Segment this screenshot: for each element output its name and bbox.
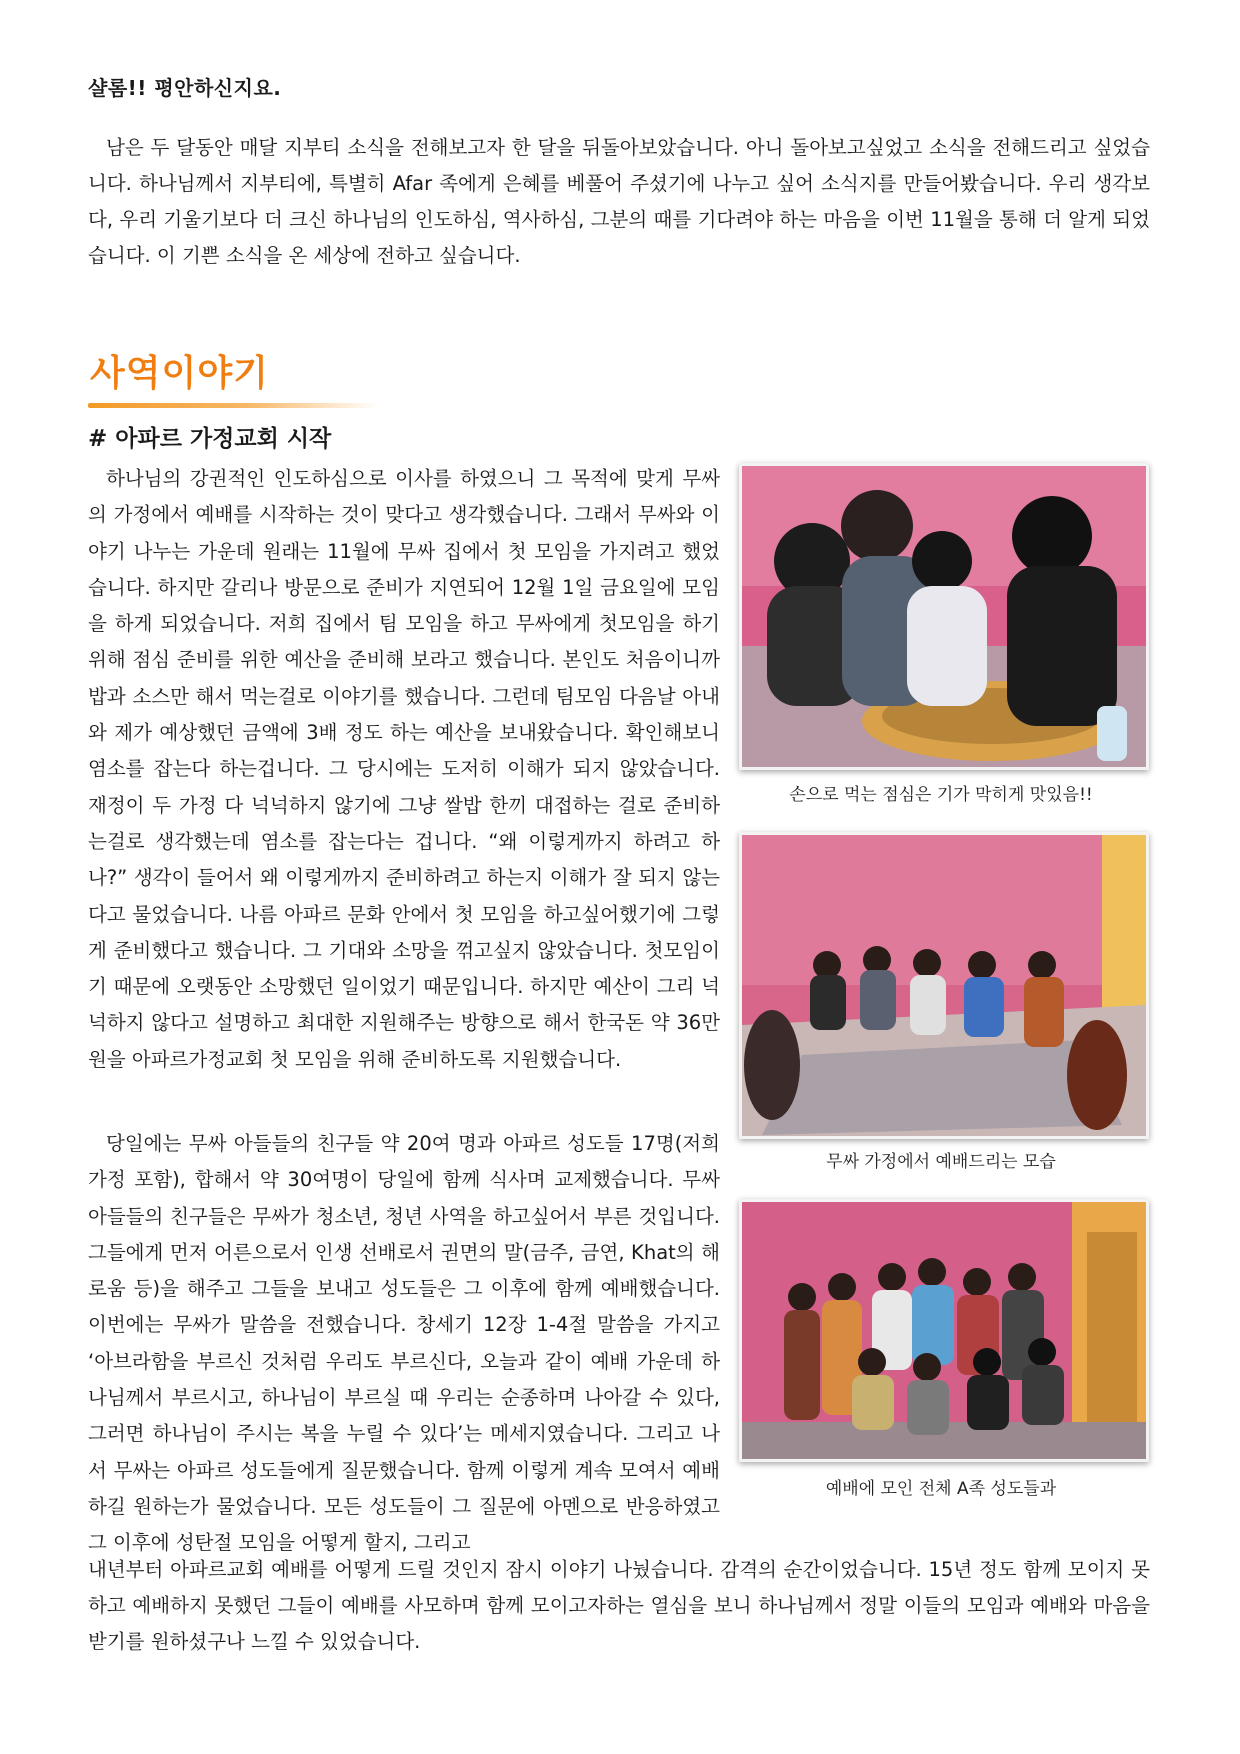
subheading: # 아파르 가정교회 시작 — [88, 426, 332, 452]
photo-group-image — [742, 1202, 1146, 1459]
section-title: 사역이야기 — [90, 353, 269, 394]
section-underline — [88, 403, 378, 408]
story-paragraph-1: 하나님의 강권적인 인도하심으로 이사를 하였으니 그 목적에 맞게 무싸의 가정에서 예배를 시작하는 것이 맞다고 생각했습니다. 그래서 무싸와 이야기 나누는 가운데 원래는 11월에 무싸 집에서 첫 모임을 가지려고 했었습니다. 하지만 갈리나 방문으로 준비가 지연되어 12월 1일 금요일에 모임을 하게 되었습니다. 저희 집에서 팀 모임을 하고 무싸에게 첫모임을 하기 위해 점심 준비를 위한 예산을 준비해 보라고 했습니다. 본인도 처음이니까 밥과 소스만 해서 먹는걸로 이야기를 했습니다. 그런데 팀모임 다음날 아내와 제가 예상했던 금액에 3배 정도 하는 예산을 보내왔습니다. 확인해보니 염소를 잡는다 하는겁니다. 그 당시에는 도저히 이해가 되지 않았습니다. 재정이 두 가정 다 넉넉하지 않기에 그냥 쌀밥 한끼 대접하는 걸로 준비하는걸로 생각했는데 염소를 잡는다는 겁니다. “왜 이렇게까지 하려고 하나?” 생각이 들어서 왜 이렇게까지 준비하려고 하는지 이해가 잘 되지 않는다고 물었습니다. 나름 아파르 문화 안에서 첫 모임을 하고싶어했기에 그렇게 준비했다고 했습니다. 그 기대와 소망을 꺾고싶지 않았습니다. 첫모임이기 때문에 오랫동안 소망했던 일이었기 때문입니다. 하지만 예산이 그리 넉넉하지 않다고 설명하고 최대한 지원해주는 방향으로 해서 한국돈 약 36만원을 아파르가정교회 첫 모임을 위해 준비하도록 지원했습니다. — [88, 467, 720, 1071]
greeting: 샬롬!! 평안하신지요. — [88, 76, 282, 100]
photo-worship-home — [739, 832, 1149, 1139]
photo-worship-home-image — [742, 835, 1146, 1136]
photo-caption-1: 손으로 먹는 점심은 기가 막히게 맛있음!! — [789, 785, 1093, 805]
intro-paragraph: 남은 두 달동안 매달 지부티 소식을 전해보고자 한 달을 뒤돌아보았습니다. 아니 돌아보고싶었고 소식을 전해드리고 싶었습니다. 하나님께서 지부티에, 특별히 Afar 족에게 은혜를 베풀어 주셨기에 나누고 싶어 소식지를 만들어봤습니다. 우리 생각보다, 우리 기울기보다 더 크신 하나님의 인도하심, 역사하심, 그분의 때를 기다려야 하는 마음을 이번 11월을 통해 더 알게 되었습니다. 이 기쁜 소식을 온 세상에 전하고 싶습니다. — [88, 136, 1150, 267]
photo-eating-lunch — [739, 463, 1149, 770]
story-paragraph-3: 내년부터 아파르교회 예배를 어떻게 드릴 것인지 잠시 이야기 나눴습니다. 감격의 순간이었습니다. 15년 정도 함께 모이지 못하고 예배하지 못했던 그들이 예배를 사모하며 함께 모이고자하는 열심을 보니 하나님께서 정말 이들의 모임과 예배와 마음을 받기를 원하셨구나 느낄 수 있었습니다. — [88, 1558, 1150, 1653]
story-paragraph-2: 당일에는 무싸 아들들의 친구들 약 20여 명과 아파르 성도들 17명(저희 가정 포함), 합해서 약 30여명이 당일에 함께 식사며 교제했습니다. 무싸 아들들의 친구들은 무싸가 청소년, 청년 사역을 하고싶어서 부른 것입니다. 그들에게 먼저 어른으로서 인생 선배로서 권면의 말(금주, 금연, Khat의 해로움 등)을 해주고 그들을 보내고 성도들은 그 이후에 함께 예배했습니다. 이번에는 무싸가 말씀을 전했습니다. 창세기 12장 1-4절 말씀을 가지고 ‘아브라함을 부르신 것처럼 우리도 부르신다, 오늘과 같이 예배 가운데 하나님께서 부르시고, 하나님이 부르실 때 우리는 순종하며 나아갈 수 있다, 그러면 하나님이 주시는 복을 누릴 수 있다’는 메세지였습니다. 그리고 나서 무싸는 아파르 성도들에게 질문했습니다. 함께 이렇게 계속 모여서 예배하길 원하는가 물었습니다. 모든 성도들이 그 질문에 아멘으로 반응하였고 그 이후에 성탄절 모임을 어떻게 할지, 그리고 — [88, 1132, 720, 1555]
photo-eating-lunch-image — [742, 466, 1146, 767]
photo-group — [739, 1199, 1149, 1462]
photo-caption-2: 무싸 가정에서 예배드리는 모습 — [826, 1152, 1056, 1172]
photo-caption-3: 예배에 모인 전체 A족 성도들과 — [825, 1479, 1057, 1499]
